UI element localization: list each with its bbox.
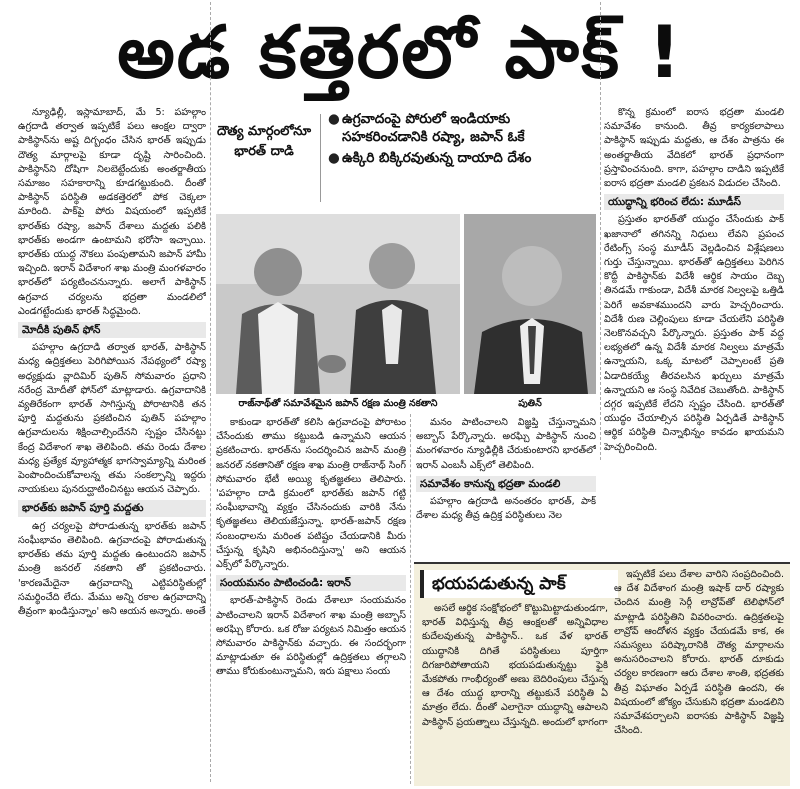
deck-divider [320,114,321,202]
column-rule [410,414,411,784]
deck [216,106,596,210]
subheading: సమావేశం కానున్న భద్రతా మండలి [416,476,596,492]
paragraph: పహల్గాం ఉగ్రదాడి అనంతరం భారత్, పాక్ దేశాల మధ్య తీవ్ర ఉద్రిక్త పరిస్థితులు నెల [416,496,596,522]
paragraph: ప్రస్తుతం భారత్‌తో యుద్ధం చేసేందుకు పాక్ ఖజానాలో తగినన్ని నిధులు లేవని ప్రపంచ రేటింగ్స్ సంస్థ మూడీస్ వెల్లడించిన విశ్లేషణలు గుర్తు చేస్తున్నాయి. భారత్‌తో ఉద్రిక్తతలు పెరిగిన కొద్దీ పాకిస్థాన్‌కు విదేశీ ఆర్థిక సాయం దెబ్బ తినడమే గాకుండా, విదేశీ మారక నిల్వలపై ఒత్తిడి పెరిగే అవకాశముందని వారు హెచ్చరించారు. విదేశీ రుణ చెల్లింపులు కూడా చేయలేని పరిస్థితి నెలకొనవచ్చని పేర్కొన్నారు. ప్రస్తుతం పాక్ వద్ద లభ్యతలో ఉన్న విదేశీ మారక నిల్వలు మాత్రమే ఉన్నాయని, ఒక్క మాటలో చెప్పాలంటే ప్రతి ఏడాదికయ్యే తీరవలసిన ఖర్చులు మాత్రమే ఉన్నాయని ఆ సంస్థ నివేదిక చెబుతోంది. పాకిస్థాన్ దగ్గర ఇప్పటికే లేదని స్పష్టం చేసింది. భారత్‌తో యుద్ధం చేయాల్సిన పరిస్థితి ఏర్పడితే పాకిస్థాన్ ఆర్థిక పరిస్థితి చిన్నాభిన్నం కావడం ఖాయమని హెచ్చరించింది. [604,214,784,453]
subheading: యుద్ధాన్ని భరించ లేదు: మూడీస్ [604,194,784,210]
bullet-icon: ● [328,111,340,127]
bullet-icon: ● [328,150,340,166]
paragraph: కొన్న క్రమంలో ఐరాస భద్రతా మండలి సమావేశం కానుంది. తీవ్ర కార్యకలాపాలు పాకిస్థాన్ ఇప్పుడు మద్దతు, ఆ దేశం పాత్రను ఈ అంతర్జాతీయ వేదికలో భారత్ ప్రధానంగా ప్రస్తావించనుంది. కాగా, పహల్గాం దాడిని ఇప్పటికే ఐరాస భద్రతా మండలి ప్రకటన విడుదల చేసింది. [604,107,784,190]
article-column-3 [416,416,596,556]
sidebar-box-left [422,602,608,782]
photo-caption: పుతిన్ [464,396,596,412]
photo-illustration [464,214,596,394]
deck-item [328,149,596,167]
article-column-4 [604,106,784,560]
column-rule [210,2,211,782]
deck-kicker: దౌత్య మార్గంలోనూ భారత్ దాడి [216,124,312,159]
deck-items [328,110,596,170]
photo-putin [464,214,596,394]
sidebar-box-title: భయపడుతున్న పాక్ [420,570,618,598]
paragraph: భారత్-పాకిస్థాన్ రెండు దేశాలూ సంయమనం పాటించాలని ఇరాన్ విదేశాంగ శాఖ మంత్రి అబ్బాస్ అరఘ్చి కోరారు. ఒక రోజు పర్యటన నిమిత్తం ఆయన సోమవారం పాకిస్థాన్‌కు వచ్చారు. ఈ సందర్భంగా మాట్లాడుతూ ఈ పరిస్థితుల్లో ఉద్రిక్తతలు తగ్గాలని తాము కోరుకుంటున్నామని, ఇరు పక్షాలు సంయ [216,595,406,678]
photo-rajnath-nakatani [216,214,460,394]
photo-illustration [216,214,460,394]
subheading: మోదీకి పుతిన్ ఫోన్ [18,322,206,338]
subheading: సంయమనం పాటించండి: ఇరాన్ [216,575,406,591]
paragraph: మనం పాటించాలని విజ్ఞప్తి చేస్తున్నామని అబ్బాస్ పేర్కొన్నారు. అరఘ్చి పాకిస్థాన్ నుంచి మంగళవారం న్యూఢిల్లీకి చేరుకుంటారని భారత్‌లో ఇరాన్ ఎంబసీ ఎక్స్‌లో తెలిపింది. [416,417,596,471]
photo-caption: రాజ్‌నాథ్‌తో సమావేశమైన జపాన్ రక్షణ మంత్రి నకతాని [216,396,460,412]
paragraph: పహల్గాం ఉగ్రదాడి తర్వాత భారత్, పాకిస్థాన్ మధ్య ఉద్రిక్తతలు పెరిగిపోయిన నేపథ్యంలో రష్యా అధ్యక్షుడు వ్లాదిమిర్ పుతిన్ సోమవారం ప్రధాని నరేంద్ర మోదీతో ఫోన్‌లో మాట్లాడారు. ఉగ్రవాదానికి వ్యతిరేకంగా భారత్ సాగిస్తున్న పోరాటానికి తన పూర్తి మద్దతును ప్రకటించిన పుతిన్ పహల్గాం ఉగ్రవాదులను శిక్షించాల్సిందేనని స్పష్టం చేసినట్టు కేంద్ర విదేశాంగ శాఖ తెలిపింది. తమ రెండు దేశాల మధ్య ప్రత్యేక వ్యూహాత్మక భాగస్వామ్యాన్ని మరింత పెంపొందించుకోవాలన్న తమ సంకల్పాన్ని ఇద్దరు నాయకులు పునరుద్ఘాటించినట్టు ఆయన చెప్పారు. [18,342,206,496]
deck-item [328,110,596,146]
article-column-1 [18,106,206,782]
column-rule [600,2,601,460]
paragraph: ఇప్పటికే పలు దేశాల వారిని సంప్రదించింది. ఆ దేశ విదేశాంగ మంత్రి ఇషాక్ దార్ రష్యాకు చెందిన మంత్రి సెర్గీ లావ్రోవ్‌తో టెలిఫోన్‌లో మాట్లాడి పరిస్థితిని వివరించారు. ఉద్రిక్తతలపై లావ్రోవ్ ఆందోళన వ్యక్తం చేయడమే కాక, ఈ సమస్యలు పరిష్కారానికి దౌత్య మార్గాలను అనుసరించాలని కోరారు. భారత్ దూకుడు చర్యల కారణంగా ఆరు దేశాల శాంతి, భద్రతకు తీవ్ర విఘాతం ఏర్పడే పరిస్థితి ఉందని, ఈ విషయంలో జోక్యం చేసుకుని భద్రతా మండలిని సమావేశపర్చాలని ఐరాసకు పాకిస్థాన్ విజ్ఞప్తి చేసింది. [614,569,784,737]
subheading: భారత్‌కు జపాన్ పూర్తి మద్దతు [18,500,206,516]
paragraph: అసలే ఆర్థిక సంక్షోభంలో కొట్టుమిట్టాడుతుండగా, భారత్ విధిస్తున్న తీవ్ర ఆంక్షలతో అన్నివిధాల కుదేలవుతున్న పాకిస్థాన్.. ఒక వేళ భారత్ యుద్ధానికి దిగితే పరిస్థితులు పూర్తిగా దిగజారిపోతాయని భయపడుతున్నట్టు ఫైకి మేకపోతు గాంభీర్యంతో అణు బెదిరింపులు చేస్తున్న ఆ దేశం యుద్ధ భారాన్ని తట్టుకునే పరిస్థితి ఏ మాత్రం లేదు. దీంతో ఎలాగైనా యుద్ధాన్ని ఆపాలని పాకిస్థాన్ ప్రయత్నాలు చేస్తున్నది. అందులో భాగంగా [422,603,608,728]
sidebar-box [414,562,790,786]
deck-item-text: ఉక్కిరి బిక్కిరవుతున్న దాయాది దేశం [342,150,532,166]
headline: అడ కత్తెరలో పాక్ ! [117,10,683,94]
sidebar-box-right [614,568,784,782]
paragraph: న్యూఢిల్లీ, ఇస్లామాబాద్, మే 5: పహల్గాం ఉగ్రదాడి తర్వాత ఇప్పటికే పలు ఆంక్షల ద్వారా పాకిస్థాన్‌ను అష్ట దిగ్బంధం చేసిన భారత్ ఇప్పుడు దౌత్య మార్గాలపై కూడా దృష్టి సారించింది. పాకిస్థాన్‌ని దోషిగా నిలబెట్టేందుకు అంతర్జాతీయ సమాజం సహకారాన్ని కూడగట్టుకుంది. దీంతో పాకిస్థాన్ పరిస్థితి అడకత్తెరలో పోక చెక్కలా మారింది. పాక్‌పై పోరు విషయంలో ఇప్పటికే భారత్‌కు రష్యా, జపాన్ దేశాలు మద్దతు పలికి భారత్‌కు అండగా ఉంటామని భరోసా ఇచ్చాయి. భారత్‌కు యుద్ధ నౌకలు పంపుతామని జపాన్ హామీ ఇచ్చింది. ఇరాన్ విదేశాంగ శాఖ మంత్రి మంగళవారం భారత్‌లో పర్యటించనున్నారు. అలాగే పాకిస్థాన్ ఉగ్రవాద చర్యలను భద్రతా మండలిలో ఎండగట్టేందుకు భారత్ సిద్ధమైంది. [18,107,206,317]
paragraph: ఉగ్ర చర్యలపై పోరాడుతున్న భారత్‌కు జపాన్ సంఘీభావం తెలిపింది. ఉగ్రవాదంపై పోరాడుతున్న భారత్‌కు తమ పూర్తి మద్దతు ఉంటుందని జపాన్ మంత్రి జనరల్ నకతాని తో ప్రకటించారు. 'కారణమేదైనా ఉగ్రవాదాన్ని ఎట్టిపరిస్థితుల్లో సమర్థించేది లేదు. మేము అన్ని రకాల ఉగ్రవాదాన్ని తీవ్రంగా ఖండిస్తున్నాం' అని ఆయన అన్నారు. అంతే [18,520,206,617]
deck-item-text: ఉగ్రవాదంపై పోరులో ఇండియాకు సహకరించడానికి రష్యా, జపాన్ ఓకే [342,111,525,145]
paragraph: కాకుండా భారత్‌తో కలిసి ఉగ్రవాదంపై పోరాటం చేసేందుకు తాము కట్టుబడి ఉన్నామని ఆయన ప్రకటించారు. భారత్‌ను సందర్శించిన జపాన్ మంత్రి జనరల్ నకతానితో రక్షణ శాఖ మంత్రి రాజ్‌నాథ్ సింగ్ సోమవారం భేటీ అయ్యి కృతజ్ఞతలు తెలిపారు. 'పహల్గాం దాడి క్రమంలో భారత్‌కు జపాన్ గట్టి సంఘీభావాన్ని వ్యక్తం చేసినందుకు వారికి నేను కృతజ్ఞతలు తెలియజేస్తున్నా. భారత్-జపాన్ రక్షణ సంబంధాలను మరింత పటిష్టం చేయడానికి మీరు చేస్తున్న కృషిని అభినందిస్తున్నా' అని ఆయన ఎక్స్‌లో పేర్కొన్నారు. [216,417,406,571]
article-column-2 [216,416,406,782]
